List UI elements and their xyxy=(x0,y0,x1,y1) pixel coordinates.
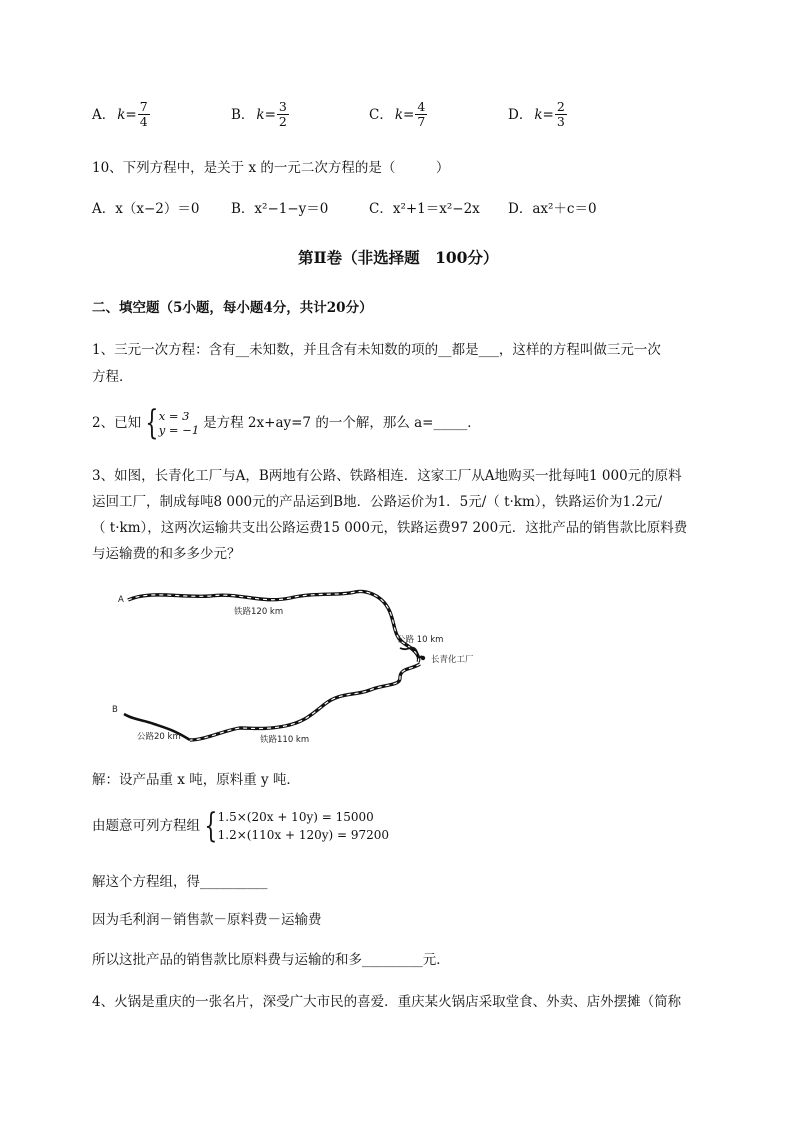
q4-line1: 4、火锅是重庆的一张名片，深受广大市民的喜爱．重庆某火锅店采取堂食、外卖、店外摆摊（简称 xyxy=(92,994,682,1010)
q3-line3: （ t·km），这两次运输共支出公路运费15 000元，铁路运费97 200元．这批产品的销售款比原料费 xyxy=(92,520,688,536)
q3-system-eq1: 1.5×(20x + 10y) = 15000 xyxy=(217,810,374,824)
map-label-b: B xyxy=(112,705,118,715)
q9-option-d xyxy=(508,100,567,129)
q10-stem: 10、下列方程中，是关于 x 的一元二次方程的是（ ） xyxy=(92,160,450,176)
q9-option-b-k: k= xyxy=(256,106,276,123)
fraction-denominator: 3 xyxy=(556,114,565,129)
rail-ties xyxy=(128,592,419,662)
q10-option-a: A．x（x−2）＝0 xyxy=(92,201,200,217)
q9-option-d-fraction xyxy=(555,100,567,129)
fraction-denominator: 7 xyxy=(417,114,426,129)
left-brace: { xyxy=(204,806,218,846)
map-label-rail120: 铁路120 km xyxy=(234,607,284,617)
q9-option-a-k: k= xyxy=(117,106,137,123)
rail-factory-to-b xyxy=(190,664,420,740)
q9-option-a-fraction xyxy=(138,100,150,129)
q3-equation-system xyxy=(92,808,389,844)
q1-line1: 1、三元一次方程：含有__未知数，并且含有未知数的项的__都是___，这样的方程叫做三元一次 xyxy=(92,342,661,358)
q3-line4: 与运输费的和多多少元？ xyxy=(92,546,241,562)
map-label-rail110: 铁路110 km xyxy=(260,735,310,745)
q2-suffix: 是方程 2x+ay=7 的一个解，那么 a=_____． xyxy=(203,415,481,431)
rail-ties-lower xyxy=(190,664,420,740)
q3-solution-line4: 因为毛利润－销售款－原料费－运输费 xyxy=(92,912,322,928)
fraction-numerator: 3 xyxy=(278,99,287,114)
q2-system xyxy=(159,409,199,437)
factory-point xyxy=(421,656,425,660)
fraction-numerator: 4 xyxy=(417,99,426,114)
q9-option-a-label: A． xyxy=(92,106,116,123)
q10-option-c: C．x²+1＝x²−2x xyxy=(369,201,480,217)
q3-system-eq2: 1.2×(110x + 120y) = 97200 xyxy=(217,828,390,842)
q10-option-b: B．x²−1−y＝0 xyxy=(231,201,329,217)
rail-a-to-factory xyxy=(128,592,419,662)
section-title: 第Ⅱ卷（非选择题 100分） xyxy=(298,248,499,267)
q3-solution-line1: 解：设产品重 x 吨，原料重 y 吨． xyxy=(92,772,300,788)
q9-option-c xyxy=(369,100,427,129)
map-label-road20: 公路20 km xyxy=(137,732,181,742)
q9-option-b-fraction xyxy=(277,100,289,129)
map-label-road10: 公路 10 km xyxy=(397,635,444,645)
fraction-denominator: 4 xyxy=(139,114,148,129)
q3-system-prefix: 由题意可列方程组 xyxy=(92,818,200,834)
q9-option-c-fraction xyxy=(415,100,427,129)
q3-route-map xyxy=(100,578,520,750)
q9-option-b-label: B． xyxy=(231,106,255,123)
left-brace: { xyxy=(145,403,159,443)
q9-option-d-k: k= xyxy=(534,106,554,123)
fraction-numerator: 7 xyxy=(139,99,148,114)
q9-option-c-label: C． xyxy=(369,106,393,123)
q10-option-d: D．ax²＋c＝0 xyxy=(508,201,597,217)
q9-option-c-k: k= xyxy=(394,106,415,123)
q9-option-a xyxy=(92,100,150,129)
q2-prefix: 2、已知 xyxy=(92,415,142,431)
q3-line1: 3、如图，长青化工厂与A，B两地有公路、铁路相连．这家工厂从A地购买一批每吨1 000元的原料 xyxy=(92,468,682,484)
q3-solution-line5: 所以这批产品的销售款比原料费与运输的和多_________元． xyxy=(92,952,450,968)
fraction-denominator: 2 xyxy=(278,114,287,129)
q3-solution-line3: 解这个方程组，得__________ xyxy=(92,874,268,890)
section-heading: 二、填空题（5小题，每小题4分，共计20分） xyxy=(92,300,373,316)
map-label-factory: 长青化工厂 xyxy=(431,655,474,665)
q3-system xyxy=(218,808,389,844)
q1-line2: 方程． xyxy=(92,369,133,385)
map-label-a: A xyxy=(118,595,124,605)
q9-option-d-label: D． xyxy=(508,106,533,123)
fraction-numerator: 2 xyxy=(556,99,565,114)
q2-eq2: y = −1 xyxy=(158,423,200,437)
q2-eq1: x = 3 xyxy=(158,409,190,423)
q2 xyxy=(92,403,481,443)
q9-option-b xyxy=(231,100,289,129)
q3-line2: 运回工厂，制成每吨8 000元的产品运到B地．公路运价为1．5元/（ t·km），铁路运价为1.2元/ xyxy=(92,494,663,510)
